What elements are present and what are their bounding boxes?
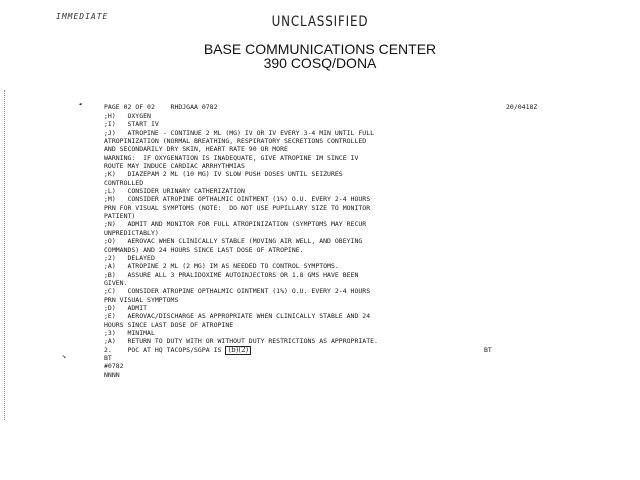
message-line-text: ;O) AEROVAC WHEN CLINICALLY STABLE (MOVING AIR WELL, AND OBEYING xyxy=(104,237,363,246)
message-line xyxy=(104,271,534,279)
message-line-text: ;I) START IV xyxy=(104,120,159,129)
page-indicator: PAGE 02 OF 02 xyxy=(104,103,155,111)
message-line xyxy=(104,287,534,295)
message-line xyxy=(104,162,534,170)
redaction-box: (b)(2) xyxy=(225,346,251,355)
office-subtitle: 390 COSQ/DONA xyxy=(263,55,377,71)
message-line-text: ;K) DIAZEPAM 2 ML (10 MG) IV SLOW PUSH DOSES UNTIL SEIZURES xyxy=(104,170,343,179)
message-line-text: ROUTE MAY INDUCE CARDIAC ARRHYTHMIAS xyxy=(104,162,245,171)
message-line-text: HOURS SINCE LAST DOSE OF ATROPINE xyxy=(104,320,234,329)
message-line xyxy=(104,329,534,337)
message-line xyxy=(104,120,534,128)
message-line xyxy=(104,279,534,287)
message-line xyxy=(104,195,534,203)
message-line-text: ;L) CONSIDER URINARY CATHERIZATION xyxy=(104,187,245,196)
message-line xyxy=(104,362,534,370)
message-line xyxy=(104,237,534,245)
message-line xyxy=(104,129,534,137)
message-header xyxy=(104,103,544,111)
message-line-text: PRN VISUAL SYMPTOMS xyxy=(104,295,179,304)
message-line xyxy=(104,112,534,120)
message-line xyxy=(104,304,534,312)
message-line-text: ;J) ATROPINE - CONTINUE 2 ML (MG) IV OR IV EVERY 3-4 MIN UNTIL FULL xyxy=(104,128,375,137)
message-line-text: ;E) AEROVAC/DISCHARGE AS APPROPRIATE WHEN CLINICALLY STABLE AND 24 xyxy=(104,312,371,321)
message-line xyxy=(104,179,534,187)
message-line-text: PRN FOR VISUAL SYMPTOMS (NOTE: DO NOT USE PUPILLARY SIZE TO MONITOR xyxy=(104,203,371,212)
message-line-text: ;D) ADMIT xyxy=(104,303,148,312)
message-line xyxy=(104,262,534,270)
message-line xyxy=(104,137,534,145)
message-line-text: ;H) OXYGEN xyxy=(104,112,151,120)
message-line-text: ;B) ASSURE ALL 3 PRALIDOXIME AUTOINJECTORS OR 1.8 GMS HAVE BEEN xyxy=(104,270,359,279)
message-line xyxy=(104,312,534,320)
message-line-text: ;A) ATROPINE 2 ML (2 MG) IM AS NEEDED TO CONTROL SYMPTOMS. xyxy=(104,262,339,271)
message-line-text: UNPREDICTABLY) xyxy=(104,228,159,237)
message-line-text: ;N) ADMIT AND MONITOR FOR FULL ATROPINIZATION (SYMPTOMS MAY RECUR xyxy=(104,220,367,229)
message-line xyxy=(104,337,534,345)
message-line xyxy=(104,170,534,178)
classification-banner: UNCLASSIFIED xyxy=(271,14,369,30)
message-line-text: BT xyxy=(104,353,112,362)
message-line-text: ATROPINIZATION (NORMAL BREATHING, RESPIRATORY SECRETIONS CONTROLLED xyxy=(104,137,367,146)
message-line-text: WARNING: IF OXYGENATION IS INADEQUATE, GIVE ATROPINE IM SINCE IV xyxy=(104,153,359,162)
message-date: 20/0418Z xyxy=(506,103,538,111)
message-line xyxy=(104,354,534,362)
message-body xyxy=(104,112,534,379)
message-line-text: NNNN xyxy=(104,370,120,379)
message-line xyxy=(104,145,534,153)
message-line xyxy=(104,212,534,220)
margin-mark: ↘ xyxy=(62,352,67,360)
message-line xyxy=(104,321,534,329)
message-line xyxy=(104,229,534,237)
message-line-text: AND SECONDARILY DRY SKIN, HEART RATE 90 OR MORE xyxy=(104,145,288,154)
message-line-text: CONTROLLED xyxy=(104,178,144,187)
message-line-text: ;C) CONSIDER ATROPINE OPTHALMIC OINTMENT (1%) O.U. EVERY 2-4 HOURS xyxy=(104,287,371,296)
message-line-text: ;3) MINIMAL xyxy=(104,328,155,337)
precedence-mark: IMMEDIATE xyxy=(56,12,109,21)
message-line-text: PATIENT) xyxy=(104,212,136,221)
message-line xyxy=(104,296,534,304)
message-line-text: 2. POC AT HQ TACOPS/SGPA IS xyxy=(104,345,222,354)
scan-edge-rule xyxy=(4,90,5,420)
message-line-text: GIVEN. xyxy=(104,278,128,287)
message-line-text: ;A) RETURN TO DUTY WITH OR WITHOUT DUTY RESTRICTIONS AS APPROPRIATE. xyxy=(104,337,378,346)
office-title: BASE COMMUNICATIONS CENTER xyxy=(203,41,437,57)
message-line-text: COMMANDS) AND 24 HOURS SINCE LAST DOSE OF ATROPINE. xyxy=(104,245,304,254)
message-line-text: ;2) DELAYED xyxy=(104,253,155,262)
trailing-bt: BT xyxy=(484,345,492,354)
message-line-text: #0782 xyxy=(104,362,124,371)
message-line xyxy=(104,371,534,379)
message-line xyxy=(104,346,534,354)
message-line xyxy=(104,246,534,254)
message-line xyxy=(104,220,534,228)
bullet-mark: ◂ xyxy=(78,100,83,108)
message-line xyxy=(104,187,534,195)
message-line xyxy=(104,254,534,262)
message-id: RHDJGAA 0782 xyxy=(170,103,218,111)
message-line xyxy=(104,204,534,212)
message-line xyxy=(104,154,534,162)
message-line-text: ;M) CONSIDER ATROPINE OPTHALMIC OINTMENT (1%) O.U. EVERY 2-4 HOURS xyxy=(104,195,371,204)
